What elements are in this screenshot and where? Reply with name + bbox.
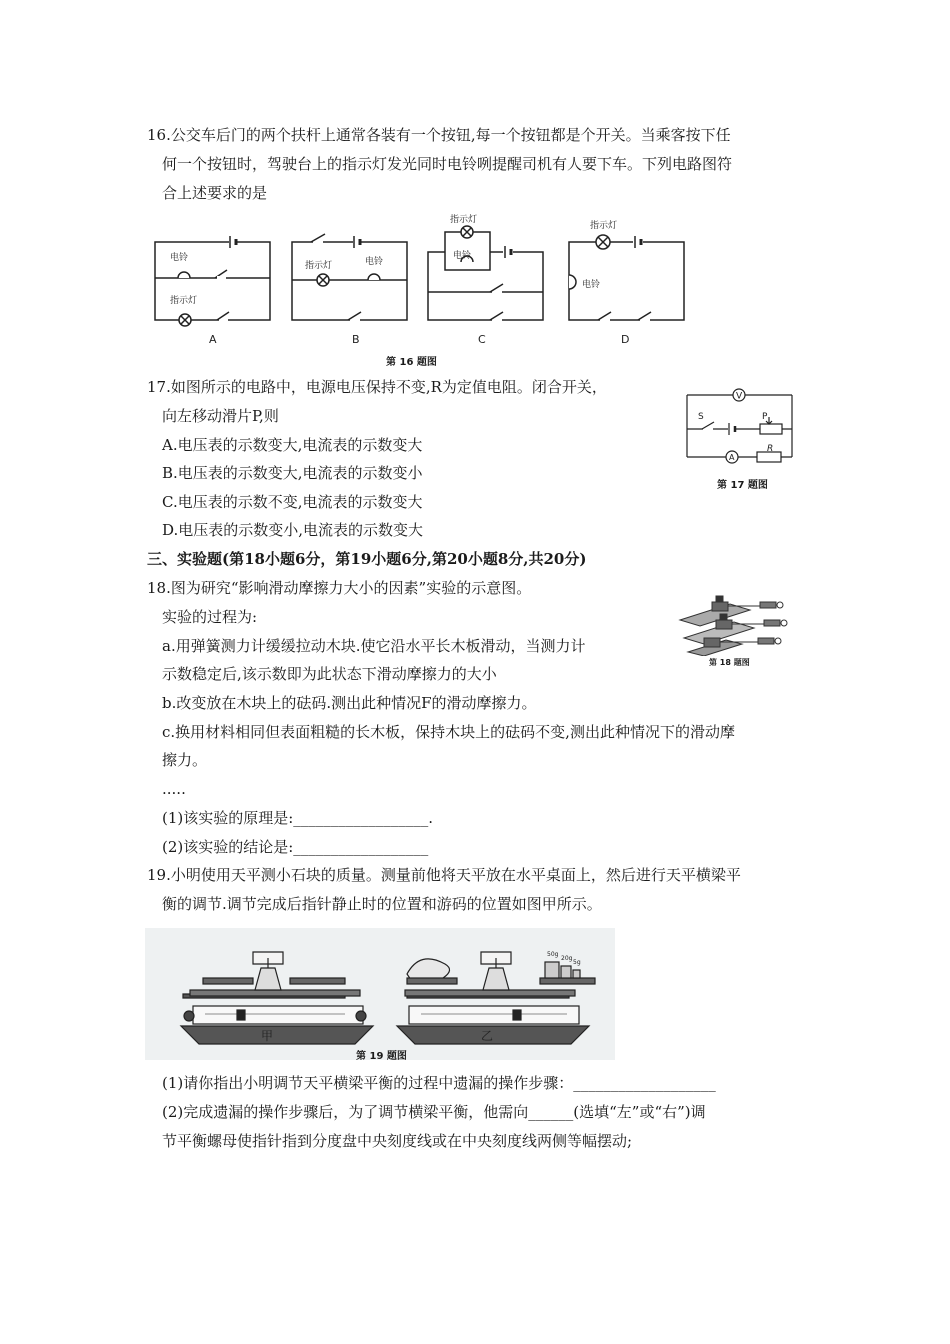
q17-option-d: D.电压表的示数变小,电流表的示数变大 xyxy=(162,521,424,539)
q19-line2: 衡的调节.调节完成后指针静止时的位置和游码的位置如图甲所示。 xyxy=(162,895,602,913)
q17-caption: 第 17 题图 xyxy=(717,480,768,491)
balance-yi-label: 乙 xyxy=(481,1029,494,1043)
label-a: A xyxy=(209,333,217,346)
q17-line2: 向左移动滑片P,则 xyxy=(162,407,279,425)
label-d: D xyxy=(621,333,630,346)
q18-step-a-2: 示数稳定后,该示数即为此状态下滑动摩擦力的大小 xyxy=(162,665,497,683)
section-3-heading: 三、实验题(第18小题6分，第19小题6分,第20小题8分,共20分) xyxy=(147,550,587,568)
weight-20g: 20g xyxy=(561,955,573,962)
weight-50g: 50g xyxy=(547,951,559,958)
circuit-a xyxy=(155,236,270,326)
q16-caption: 第 16 题图 xyxy=(386,357,437,368)
q18-sub-1: (1)该实验的原理是:__________________. xyxy=(162,809,434,827)
ammeter-label: A xyxy=(729,453,735,462)
q19-balance-figure xyxy=(145,928,615,1060)
q19-sub-2b: 节平衡螺母使指针指到分度盘中央刻度线或在中央刻度线两侧等幅摆动; xyxy=(162,1132,633,1150)
q17-option-b: B.电压表的示数变大,电流表的示数变小 xyxy=(162,464,423,482)
q17-line1: 17.如图所示的电路中，电源电压保持不变,R为定值电阻。闭合开关， xyxy=(147,378,607,396)
circuit-b xyxy=(292,234,407,323)
q16-circuit-figure xyxy=(145,210,705,370)
balance-jia-label: 甲 xyxy=(261,1029,274,1043)
q19-sub-1: (1)请你指出小明调节天平横梁平衡的过程中遗漏的操作步骤：___________________ xyxy=(162,1074,716,1092)
balance-jia xyxy=(181,952,373,1044)
q17-option-a: A.电压表的示数变大,电流表的示数变大 xyxy=(162,436,423,454)
q17-option-c: C.电压表的示数不变,电流表的示数变大 xyxy=(162,493,423,511)
q18-line1: 18.图为研究“影响滑动摩擦力大小的因素”实验的示意图。 xyxy=(147,579,532,597)
weight-5g: 5g xyxy=(573,959,581,966)
balance-yi xyxy=(397,952,595,1044)
q18-step-a-1: a.用弹簧测力计缓缓拉动木块.使它沿水平长木板滑动，当测力计 xyxy=(162,637,586,655)
resistor-label: R xyxy=(767,444,774,454)
q17-circuit-figure xyxy=(682,385,797,475)
q18-step-b: b.改变放在木块上的砝码.测出此种情况F的滑动摩擦力。 xyxy=(162,694,537,712)
b-lamp-label: 指示灯 xyxy=(305,261,333,271)
q18-dots: ..... xyxy=(162,780,186,798)
circuit-c xyxy=(428,226,543,323)
q18-sub-2: (2)该实验的结论是:__________________ xyxy=(162,838,429,856)
label-b: B xyxy=(352,333,360,346)
q18-line2: 实验的过程为: xyxy=(162,608,258,626)
a-bell-label: 电铃 xyxy=(170,253,189,263)
d-lamp-label: 指示灯 xyxy=(590,221,618,231)
q16-line3: 合上述要求的是 xyxy=(162,184,268,202)
slider-label: P xyxy=(762,412,768,422)
circuit-d xyxy=(569,235,684,323)
q19-line1: 19.小明使用天平测小石块的质量。测量前他将天平放在水平桌面上，然后进行天平横梁平 xyxy=(147,866,741,884)
q18-friction-figure xyxy=(668,590,798,656)
voltmeter-label: V xyxy=(736,391,743,402)
q16-line1: 16.公交车后门的两个扶杆上通常各装有一个按钮,每一个按钮都是个开关。当乘客按下任 xyxy=(147,126,731,144)
d-bell-label: 电铃 xyxy=(582,280,601,290)
q19-caption: 第 19 题图 xyxy=(356,1051,407,1062)
label-c: C xyxy=(478,333,486,346)
a-lamp-label: 指示灯 xyxy=(170,296,198,306)
q18-step-c-2: 擦力。 xyxy=(162,751,208,769)
switch-label: S xyxy=(698,412,704,422)
q18-caption: 第 18 题图 xyxy=(709,658,750,667)
c-bell-label: 电铃 xyxy=(453,251,472,261)
q16-line2: 何一个按钮时，驾驶台上的指示灯发光同时电铃咧提醒司机有人要下车。下列电路图符 xyxy=(162,155,733,173)
q18-step-c-1: c.换用材料相同但表面粗糙的长木板，保持木块上的砝码不变,测出此种情况下的滑动摩 xyxy=(162,723,735,741)
c-lamp-label: 指示灯 xyxy=(450,215,478,225)
b-bell-label: 电铃 xyxy=(365,257,384,267)
q19-sub-2a: (2)完成遗漏的操作步骤后，为了调节横梁平衡，他需向______(选填“左”或“右”)调 xyxy=(162,1103,706,1121)
